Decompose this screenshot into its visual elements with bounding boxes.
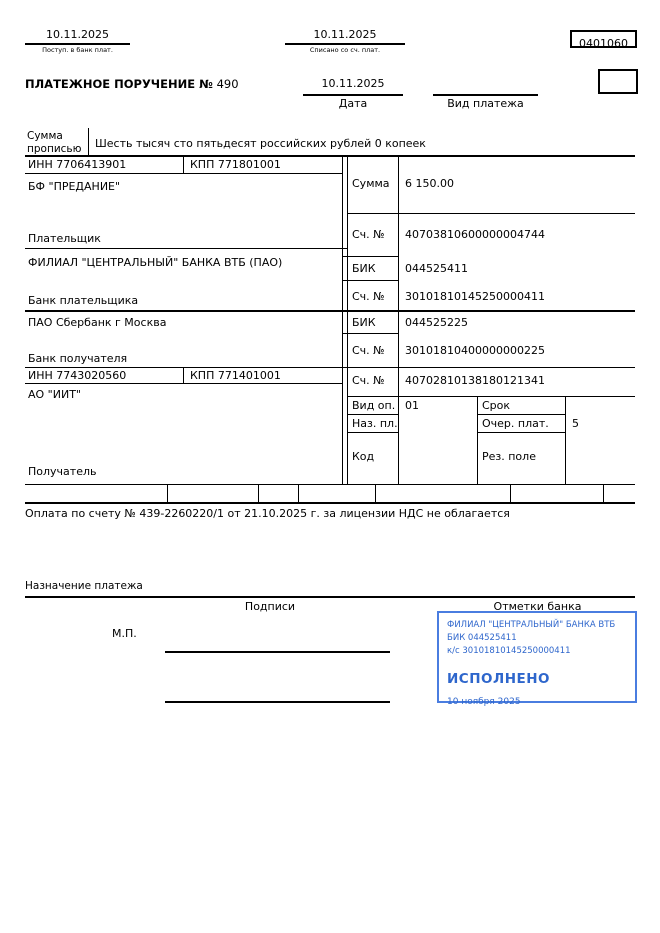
document-title-row: [25, 77, 239, 91]
stamp-bank-name: ФИЛИАЛ "ЦЕНТРАЛЬНЫЙ" БАНКА ВТБ: [447, 620, 616, 630]
payer-bank-bik: 044525411: [405, 262, 468, 275]
stamp-status: ИСПОЛНЕНО: [447, 671, 550, 688]
payer-bank-label: Банк плательщика: [28, 294, 139, 307]
grid-divider: [298, 484, 299, 502]
amount-words-divider: [88, 128, 89, 156]
grid-line: [25, 383, 342, 384]
document-number: 490: [216, 77, 239, 91]
op-type-value: 01: [405, 399, 419, 412]
grid-divider: [167, 484, 168, 502]
beneficiary-bank-bik-label: БИК: [352, 316, 376, 329]
beneficiary-bank-bik: 044525225: [405, 316, 468, 329]
payer-bank-corr-label: Сч. №: [352, 290, 385, 303]
grid-divider: [477, 396, 478, 484]
date-received-caption: Поступ. в банк плат.: [42, 46, 113, 54]
signature-line-2: [165, 701, 390, 703]
payment-purpose-text: Оплата по счету № 439-2260220/1 от 21.10.2025 г. за лицензии НДС не облагается: [25, 507, 510, 520]
grid-line: [477, 414, 565, 415]
stamp-date: 10 ноября 2025: [447, 696, 521, 707]
beneficiary-name: АО "ИИТ": [28, 388, 81, 401]
beneficiary-inn: ИНН 7743020560: [28, 369, 127, 382]
amount-words-label: Сумма прописью: [27, 130, 82, 156]
priority-value: 5: [572, 417, 579, 430]
grid-line: [347, 213, 635, 214]
purpose-code-label: Наз. пл.: [352, 417, 398, 430]
beneficiary-bank-name: ПАО Сбербанк г Москва: [28, 316, 167, 329]
bank-execution-stamp: [437, 611, 637, 707]
code-label: Код: [352, 450, 375, 463]
grid-line: [347, 432, 398, 433]
grid-line: [25, 248, 347, 249]
grid-line: [347, 396, 635, 397]
beneficiary-account-label: Сч. №: [352, 374, 385, 387]
beneficiary-account: 40702810138180121341: [405, 374, 545, 387]
payer-label: Плательщик: [28, 232, 101, 245]
payer-account-label: Сч. №: [352, 228, 385, 241]
grid-divider: [342, 156, 343, 484]
reserve-field-label: Рез. поле: [482, 450, 536, 463]
payer-kpp: КПП 771801001: [190, 158, 281, 171]
beneficiary-kpp: КПП 771401001: [190, 369, 281, 382]
payer-bank-bik-label: БИК: [352, 262, 376, 275]
grid-divider: [398, 156, 399, 484]
date-received-value: 10.11.2025: [46, 28, 109, 41]
stamp-bik: БИК 044525411: [447, 632, 517, 643]
op-type-label: Вид оп.: [352, 399, 396, 412]
grid-line: [342, 256, 398, 257]
date-label: Дата: [338, 97, 368, 110]
grid-line: [25, 173, 342, 174]
grid-divider: [565, 396, 566, 484]
grid-divider: [183, 368, 184, 383]
grid-divider: [347, 156, 348, 484]
grid-line: [347, 414, 398, 415]
grid-divider: [375, 484, 376, 502]
grid-line: [25, 502, 635, 504]
signature-line-1: [165, 651, 390, 653]
stamp-place-label: М.П.: [112, 627, 137, 640]
payer-inn: ИНН 7706413901: [28, 158, 127, 171]
form-code-box: [570, 30, 637, 48]
date-debited-caption: Списано со сч. плат.: [309, 46, 381, 54]
date-received-underline: [25, 43, 130, 45]
payment-purpose-label: Назначение платежа: [25, 580, 143, 592]
amount-words-value: Шесть тысяч сто пятьдесят российских рублей 0 копеек: [95, 137, 426, 150]
payer-bank-corr-account: 30101810145250000411: [405, 290, 545, 303]
payment-type-underline: [433, 94, 538, 96]
grid-divider: [258, 484, 259, 502]
grid-divider: [510, 484, 511, 502]
payer-name: БФ "ПРЕДАНИЕ": [28, 180, 121, 193]
amount-label: Сумма: [352, 177, 390, 190]
term-label: Срок: [482, 399, 511, 412]
grid-line: [342, 280, 398, 281]
amount-value: 6 150.00: [405, 177, 454, 190]
payment-type-box: [598, 69, 638, 94]
document-date-underline: [303, 94, 403, 96]
grid-line: [25, 484, 635, 485]
form-code: 0401060: [579, 37, 628, 50]
grid-line: [25, 155, 635, 157]
beneficiary-label: Получатель: [28, 465, 97, 478]
grid-line: [342, 333, 398, 334]
priority-label: Очер. плат.: [482, 417, 549, 430]
grid-divider: [603, 484, 604, 502]
grid-line: [25, 310, 635, 312]
date-debited-value: 10.11.2025: [313, 28, 377, 41]
beneficiary-bank-corr-account: 30101810400000000225: [405, 344, 545, 357]
signatures-label: Подписи: [244, 600, 296, 613]
payer-account: 40703810600000004744: [405, 228, 545, 241]
grid-line: [25, 596, 635, 598]
grid-line: [25, 367, 635, 368]
beneficiary-bank-label: Банк получателя: [28, 352, 128, 365]
grid-divider: [183, 156, 184, 173]
payer-bank-name: ФИЛИАЛ "ЦЕНТРАЛЬНЫЙ" БАНКА ВТБ (ПАО): [28, 256, 283, 269]
grid-line: [477, 432, 565, 433]
bank-marks-label: Отметки банка: [493, 600, 582, 613]
date-debited-underline: [285, 43, 405, 45]
payment-type-label: Вид платежа: [447, 97, 524, 110]
stamp-corr-account: к/с 30101810145250000411: [447, 645, 571, 656]
beneficiary-bank-corr-label: Сч. №: [352, 344, 385, 357]
document-title: ПЛАТЕЖНОЕ ПОРУЧЕНИЕ №: [25, 77, 213, 91]
document-date: 10.11.2025: [321, 77, 385, 90]
